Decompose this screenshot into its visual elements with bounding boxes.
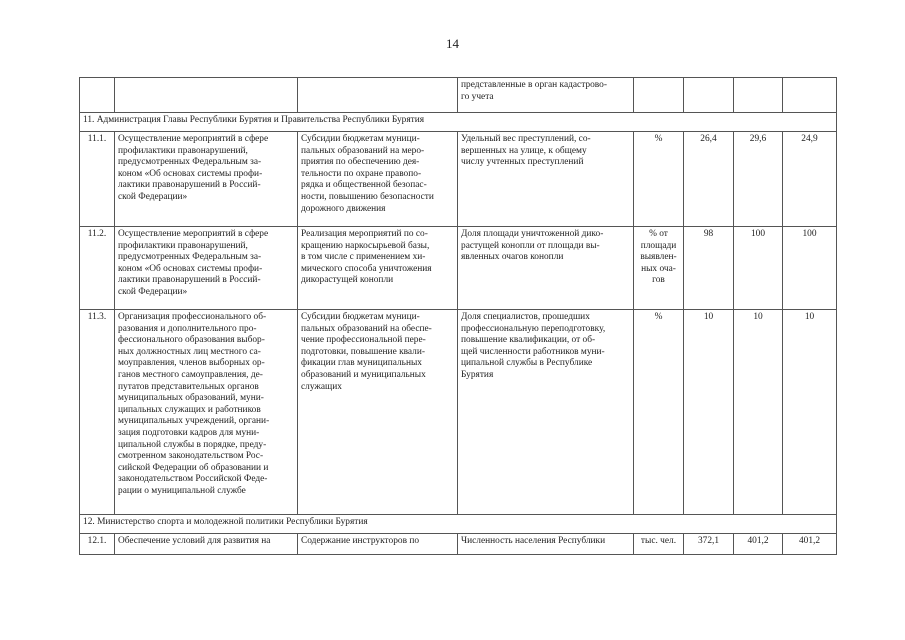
cell-num: 11.1. bbox=[80, 132, 115, 227]
cell-indicator: представленные в орган кадастрово- го учета bbox=[458, 78, 634, 113]
cell-value: 100 bbox=[734, 227, 783, 310]
cell-unit: % bbox=[634, 310, 684, 515]
cell-value: 24,9 bbox=[783, 132, 837, 227]
cell-num bbox=[80, 78, 115, 113]
cell-direction: Реализация мероприятий по со- кращению наркосырьевой базы, в том числе с применением хи- мического способа уничтожения дикорастущей конопли bbox=[298, 227, 458, 310]
cell-measure bbox=[115, 78, 298, 113]
cell-value: 401,2 bbox=[734, 534, 783, 555]
cell-value: 372,1 bbox=[684, 534, 734, 555]
section-title: 11. Администрация Главы Республики Бурятия и Правительства Республики Бурятия bbox=[80, 113, 837, 132]
cell-value: 401,2 bbox=[783, 534, 837, 555]
cell-measure: Обеспечение условий для развития на bbox=[115, 534, 298, 555]
cell-unit: % от площади выявлен- ных оча- гов bbox=[634, 227, 684, 310]
targets-table bbox=[79, 77, 837, 555]
cell-direction bbox=[298, 78, 458, 113]
cell-value: 10 bbox=[783, 310, 837, 515]
cell-value bbox=[684, 78, 734, 113]
table-row bbox=[80, 227, 837, 310]
cell-value bbox=[783, 78, 837, 113]
section-row bbox=[80, 113, 837, 132]
cell-indicator: Удельный вес преступлений, со- вершенных на улице, к общему числу учтенных преступлений bbox=[458, 132, 634, 227]
cell-value: 26,4 bbox=[684, 132, 734, 227]
section-row bbox=[80, 515, 837, 534]
cell-num: 11.3. bbox=[80, 310, 115, 515]
cell-direction: Субсидии бюджетам муници- пальных образований на обеспе- чение профессиональной пере- подготовки, повышение квали- фикации глав муниципальных образований и муниципальных служащих bbox=[298, 310, 458, 515]
cell-unit: % bbox=[634, 132, 684, 227]
table-row bbox=[80, 78, 837, 113]
table-row bbox=[80, 534, 837, 555]
cell-indicator: Доля площади уничтоженной дико- растущей конопли от площади вы- явленных очагов конопли bbox=[458, 227, 634, 310]
cell-indicator: Доля специалистов, прошедших профессиональную переподготовку, повышение квалификации, от об- щей численности работников муни- ципальной службы в Республике Бурятия bbox=[458, 310, 634, 515]
page-number: 14 bbox=[446, 36, 459, 51]
cell-value: 10 bbox=[684, 310, 734, 515]
cell-value: 98 bbox=[684, 227, 734, 310]
cell-indicator: Численность населения Республики bbox=[458, 534, 634, 555]
cell-measure: Организация профессионального об- разования и дополнительного про- фессионального образования выбор- ных должностных лиц местного са- моуправления, членов выборных ор- ганов местного самоуправления, де- путатов представительных органов муниципальных образований, муни- ципальных служащих и работников муниципальных учреждений, органи- зация подготовки кадров для муни- ципальной службы в порядке, преду- смотренном законодательством Рос- сийской Федерации об образовании и законодательством Российской Феде- рации о муниципальной службе bbox=[115, 310, 298, 515]
cell-num: 12.1. bbox=[80, 534, 115, 555]
cell-value: 29,6 bbox=[734, 132, 783, 227]
cell-value: 10 bbox=[734, 310, 783, 515]
table-row bbox=[80, 310, 837, 515]
cell-measure: Осуществление мероприятий в сфере профилактики правонарушений, предусмотренных Федеральным за- коном «Об основах системы профи- лактики правонарушений в Россий- ской Федерации» bbox=[115, 132, 298, 227]
cell-direction: Субсидии бюджетам муници- пальных образований на меро- приятия по обеспечению дея- тельности по охране правопо- рядка и общественной безопас- ности, повышению безопасности дорожного движения bbox=[298, 132, 458, 227]
section-title: 12. Министерство спорта и молодежной политики Республики Бурятия bbox=[80, 515, 837, 534]
cell-value: 100 bbox=[783, 227, 837, 310]
cell-unit bbox=[634, 78, 684, 113]
cell-direction: Содержание инструкторов по bbox=[298, 534, 458, 555]
table-row bbox=[80, 132, 837, 227]
cell-value bbox=[734, 78, 783, 113]
cell-measure: Осуществление мероприятий в сфере профилактики правонарушений, предусмотренных Федеральным за- коном «Об основах системы профи- лактики правонарушений в Россий- ской Федерации» bbox=[115, 227, 298, 310]
cell-unit: тыс. чел. bbox=[634, 534, 684, 555]
cell-num: 11.2. bbox=[80, 227, 115, 310]
